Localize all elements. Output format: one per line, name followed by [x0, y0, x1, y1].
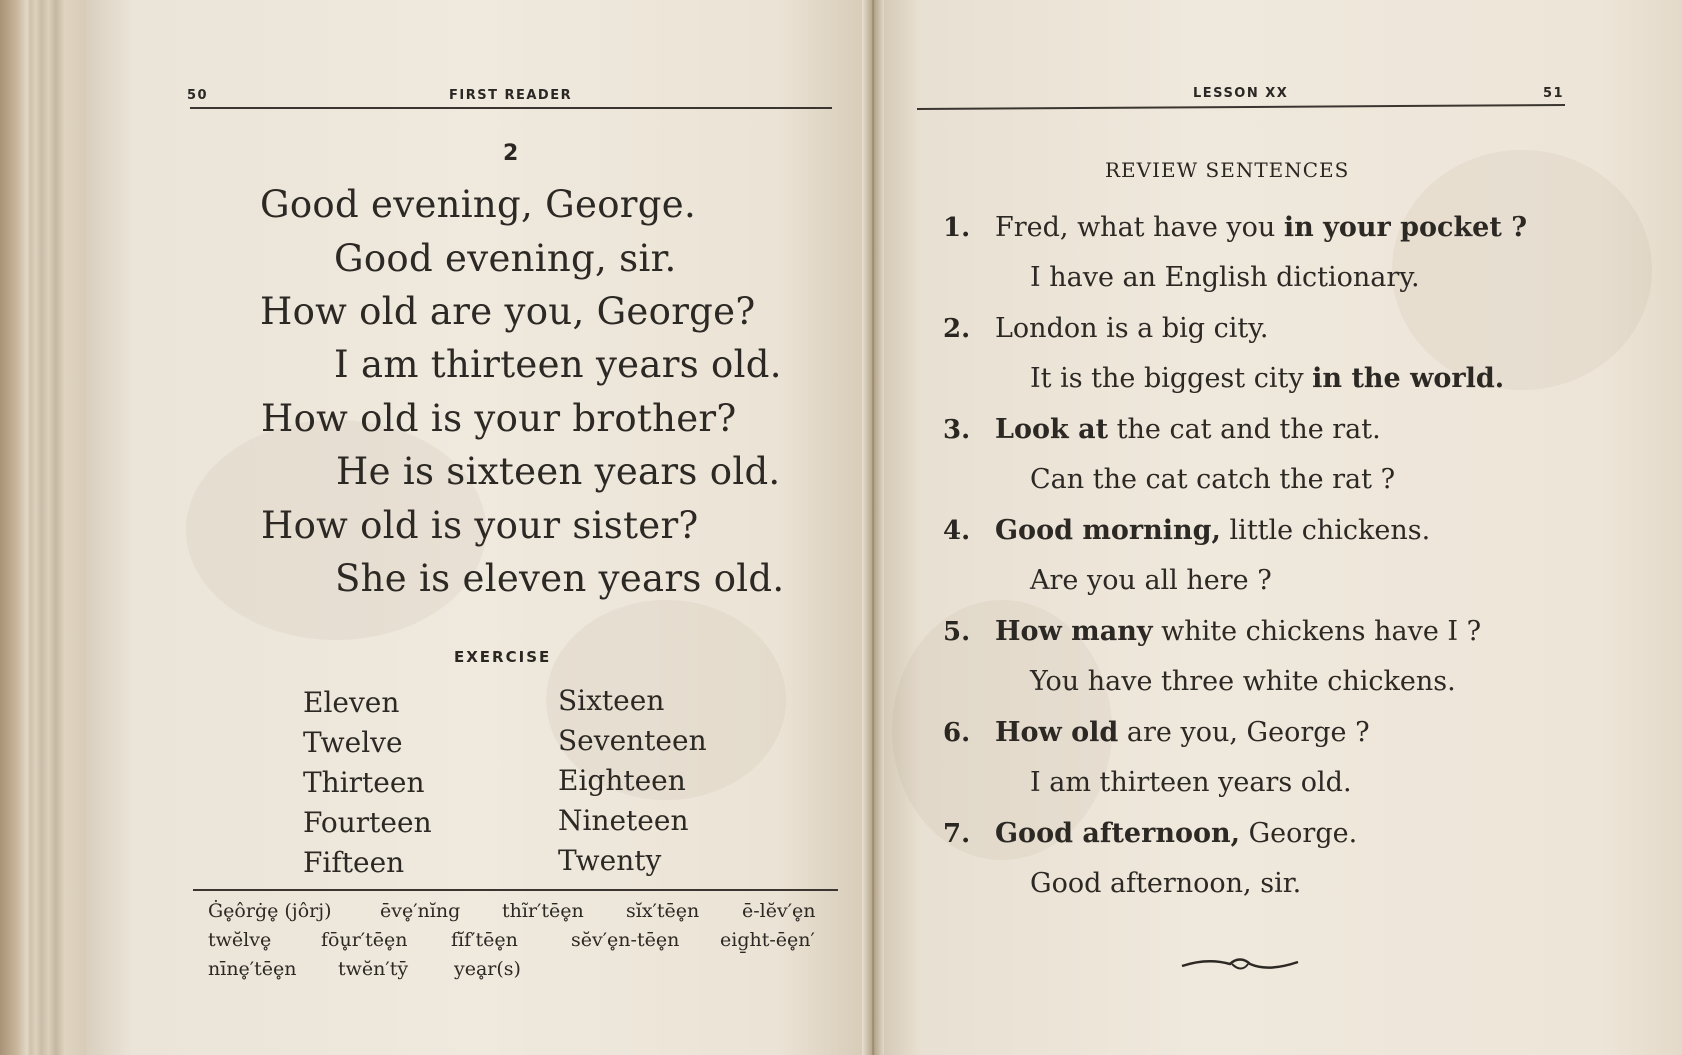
review-title: REVIEW SENTENCES	[1105, 158, 1350, 182]
review-answer	[1030, 868, 1301, 899]
review-answer	[1030, 363, 1504, 394]
header-rule-left	[190, 107, 832, 109]
bold-phrase: in the world.	[1312, 363, 1505, 394]
review-question	[995, 515, 1430, 546]
section-number: 2	[503, 141, 519, 166]
exercise-word: Seventeen	[558, 724, 707, 757]
exercise-word: Sixteen	[558, 684, 665, 717]
exercise-word: Twelve	[303, 726, 403, 759]
review-answer	[1030, 565, 1272, 596]
pronunciation-item: thĩr′tēe̥n	[502, 900, 584, 922]
sentence-number: 6.	[943, 718, 971, 748]
pronunciation-item: twĕn′tȳ	[338, 958, 409, 980]
pronunciation-item: ē-lĕv′e̥n	[742, 900, 816, 922]
pronunciation-item: fĭf′tēe̥n	[451, 929, 518, 951]
plain-phrase: the cat and the rat.	[1108, 414, 1381, 445]
exercise-title: EXERCISE	[454, 648, 552, 666]
pronunciation-item: sĕv′e̥n-tēe̥n	[571, 929, 680, 951]
sentence-number: 4.	[943, 516, 971, 546]
review-answer	[1030, 464, 1395, 495]
plain-phrase: I have an English dictionary.	[1030, 262, 1420, 293]
running-head-right: LESSON XX	[1193, 86, 1289, 101]
plain-phrase: white chickens have I ?	[1152, 616, 1482, 647]
sentence-number: 3.	[943, 415, 971, 445]
plain-phrase: George.	[1240, 818, 1358, 849]
pronunciation-item: ēve̥′nĭng	[380, 900, 461, 922]
dialog-line: She is eleven years old.	[335, 557, 785, 600]
exercise-word: Fifteen	[303, 846, 405, 879]
review-question	[995, 616, 1481, 647]
plain-phrase: You have three white chickens.	[1030, 666, 1456, 697]
bold-phrase: in your pocket ?	[1283, 212, 1528, 243]
plain-phrase: are you, George ?	[1118, 717, 1370, 748]
dialog-line: I am thirteen years old.	[334, 343, 782, 386]
sentence-number: 1.	[943, 213, 971, 243]
exercise-word: Twenty	[558, 844, 662, 877]
page-number-right: 51	[1543, 86, 1565, 101]
exercise-word: Nineteen	[558, 804, 689, 837]
footnote-rule	[193, 889, 838, 891]
sentence-number: 7.	[943, 819, 971, 849]
bold-phrase: How old	[995, 717, 1119, 748]
dialog-line: How old are you, George?	[260, 290, 756, 333]
plain-phrase: I am thirteen years old.	[1030, 767, 1352, 798]
page-number-left: 50	[187, 88, 209, 103]
review-question	[995, 313, 1268, 344]
plain-phrase: Can the cat catch the rat ?	[1030, 464, 1396, 495]
running-head-left: FIRST READER	[449, 88, 573, 103]
review-question	[995, 818, 1357, 849]
exercise-word: Eleven	[303, 686, 400, 719]
review-answer	[1030, 262, 1420, 293]
book-gutter	[862, 0, 884, 1055]
bold-phrase: Good afternoon,	[995, 818, 1241, 849]
review-question	[995, 212, 1527, 243]
plain-phrase: London is a big city.	[995, 313, 1269, 344]
pronunciation-item: twĕlve̥	[208, 929, 272, 951]
ornament-flourish-icon	[1180, 952, 1300, 976]
plain-phrase: Fred, what have you	[995, 212, 1284, 243]
pronunciation-item: Ġe̥ôrġe̥ (jôrj)	[208, 900, 332, 922]
dialog-line: How old is your sister?	[261, 504, 699, 547]
review-answer	[1030, 767, 1352, 798]
review-answer	[1030, 666, 1456, 697]
exercise-word: Thirteen	[303, 766, 425, 799]
book-page-edges	[0, 0, 90, 1055]
plain-phrase: It is the biggest city	[1030, 363, 1313, 394]
plain-phrase: Are you all here ?	[1030, 565, 1272, 596]
exercise-word: Fourteen	[303, 806, 432, 839]
sentence-number: 5.	[943, 617, 971, 647]
bold-phrase: Look at	[995, 414, 1109, 445]
bold-phrase: How many	[995, 616, 1153, 647]
dialog-line: How old is your brother?	[261, 397, 737, 440]
pronunciation-item: sĭx′tēe̥n	[626, 900, 700, 922]
pronunciation-item: yeḁr(s)	[454, 958, 521, 980]
dialog-line: Good evening, George.	[260, 183, 697, 226]
pronunciation-item: fōu̥r′tēe̥n	[321, 929, 408, 951]
dialog-line: Good evening, sir.	[334, 237, 677, 280]
plain-phrase: little chickens.	[1220, 515, 1431, 546]
dialog-line: He is sixteen years old.	[336, 450, 781, 493]
pronunciation-item: nīne̥′tēe̥n	[208, 958, 297, 980]
plain-phrase: Good afternoon, sir.	[1030, 868, 1302, 899]
bold-phrase: Good morning,	[995, 515, 1221, 546]
review-question	[995, 717, 1370, 748]
review-question	[995, 414, 1381, 445]
pronunciation-item: eig̱ht-ēe̥n′	[720, 929, 815, 951]
exercise-word: Eighteen	[558, 764, 686, 797]
sentence-number: 2.	[943, 314, 971, 344]
